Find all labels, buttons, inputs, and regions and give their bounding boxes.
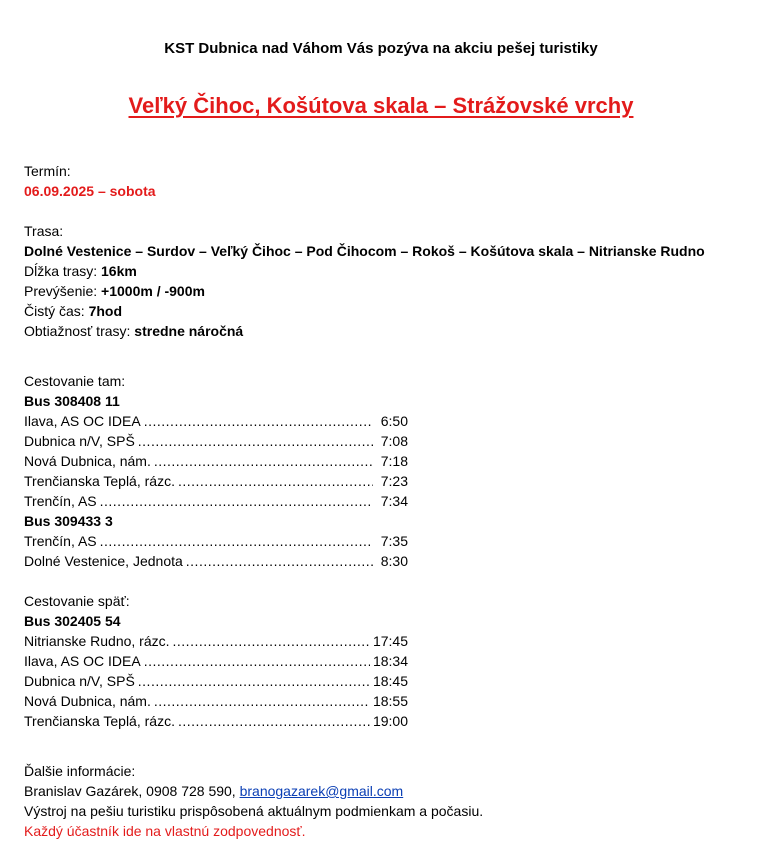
stop-name: Trenčín, AS (24, 533, 97, 549)
stop-name: Dubnica n/V, SPŠ (24, 433, 135, 449)
leader-dots (178, 711, 370, 731)
termin-label: Termín: (24, 163, 71, 179)
bus-return-number: Bus 302405 54 (24, 613, 121, 629)
stop-name: Nitrianske Rudno, rázc. (24, 633, 170, 649)
stop-row (24, 451, 408, 471)
header-invitation: KST Dubnica nad Váhom Vás pozýva na akciu pešej turistiky (164, 40, 598, 57)
stop-time: 7:34 (380, 493, 408, 509)
bus-1-number: Bus 308408 11 (24, 393, 120, 409)
stop-row (24, 711, 408, 731)
stop-time: 17:45 (372, 633, 408, 649)
leader-dots (144, 411, 373, 431)
route-difficulty: Obtiažnosť trasy: stredne náročná (24, 323, 244, 339)
travel-there-label: Cestovanie tam: (24, 373, 126, 389)
bus-2-number: Bus 309433 3 (24, 513, 113, 529)
stop-row (24, 551, 408, 571)
route-description: Dolné Vestenice – Surdov – Veľký Čihoc – Pod Čihocom – Rokoš – Košútova skala – Nitrianske Rudno (24, 243, 705, 259)
route-time: Čistý čas: 7hod (24, 303, 123, 319)
stop-time: 7:23 (380, 473, 408, 489)
leader-dots (138, 671, 370, 691)
stop-time: 18:55 (372, 693, 408, 709)
bus-2-stops (24, 531, 744, 571)
stop-row (24, 691, 408, 711)
stop-time: 7:35 (380, 533, 408, 549)
stop-row (24, 671, 408, 691)
equipment-note: Výstroj na pešiu turistiku prispôsobená aktuálnym podmienkam a počasiu. (24, 803, 484, 819)
stop-time: 7:18 (380, 453, 408, 469)
stop-row (24, 491, 408, 511)
responsibility-note: Každý účastník ide na vlastnú zodpovednosť. (24, 823, 306, 839)
stop-name: Nová Dubnica, nám. (24, 693, 151, 709)
leader-dots (178, 471, 373, 491)
stop-name: Nová Dubnica, nám. (24, 453, 151, 469)
stop-time: 19:00 (372, 713, 408, 729)
travel-back-label: Cestovanie späť: (24, 593, 130, 609)
leader-dots (138, 431, 373, 451)
stop-name: Trenčianska Teplá, rázc. (24, 473, 175, 489)
leader-dots (154, 691, 370, 711)
stop-name: Ilava, AS OC IDEA (24, 653, 141, 669)
stop-time: 6:50 (380, 413, 408, 429)
route-elevation: Prevýšenie: +1000m / -900m (24, 283, 205, 299)
termin-value: 06.09.2025 – sobota (24, 183, 156, 199)
bus-1-stops (24, 411, 744, 511)
leader-dots (186, 551, 373, 571)
route-length: Dĺžka trasy: 16km (24, 263, 137, 279)
stop-name: Ilava, AS OC IDEA (24, 413, 141, 429)
stop-row (24, 531, 408, 551)
stop-name: Trenčianska Teplá, rázc. (24, 713, 175, 729)
stop-time: 8:30 (380, 553, 408, 569)
stop-row (24, 411, 408, 431)
stop-name: Dolné Vestenice, Jednota (24, 553, 183, 569)
stop-row (24, 631, 408, 651)
contact-line: Branislav Gazárek, 0908 728 590, branogazarek@gmail.com (24, 783, 404, 799)
stop-time: 18:34 (372, 653, 408, 669)
email-link[interactable]: branogazarek@gmail.com (239, 783, 404, 799)
stop-row (24, 431, 408, 451)
trasa-label: Trasa: (24, 223, 64, 239)
stop-row (24, 651, 408, 671)
stop-name: Dubnica n/V, SPŠ (24, 673, 135, 689)
stop-row (24, 471, 408, 491)
event-title: Veľký Čihoc, Košútova skala – Strážovské vrchy (128, 93, 634, 118)
stop-time: 7:08 (380, 433, 408, 449)
leader-dots (100, 531, 373, 551)
info-label: Ďalšie informácie: (24, 763, 136, 779)
leader-dots (173, 631, 370, 651)
bus-return-stops (24, 631, 744, 731)
stop-time: 18:45 (372, 673, 408, 689)
leader-dots (144, 651, 370, 671)
stop-name: Trenčín, AS (24, 493, 97, 509)
content (24, 161, 744, 841)
leader-dots (154, 451, 373, 471)
leader-dots (100, 491, 373, 511)
